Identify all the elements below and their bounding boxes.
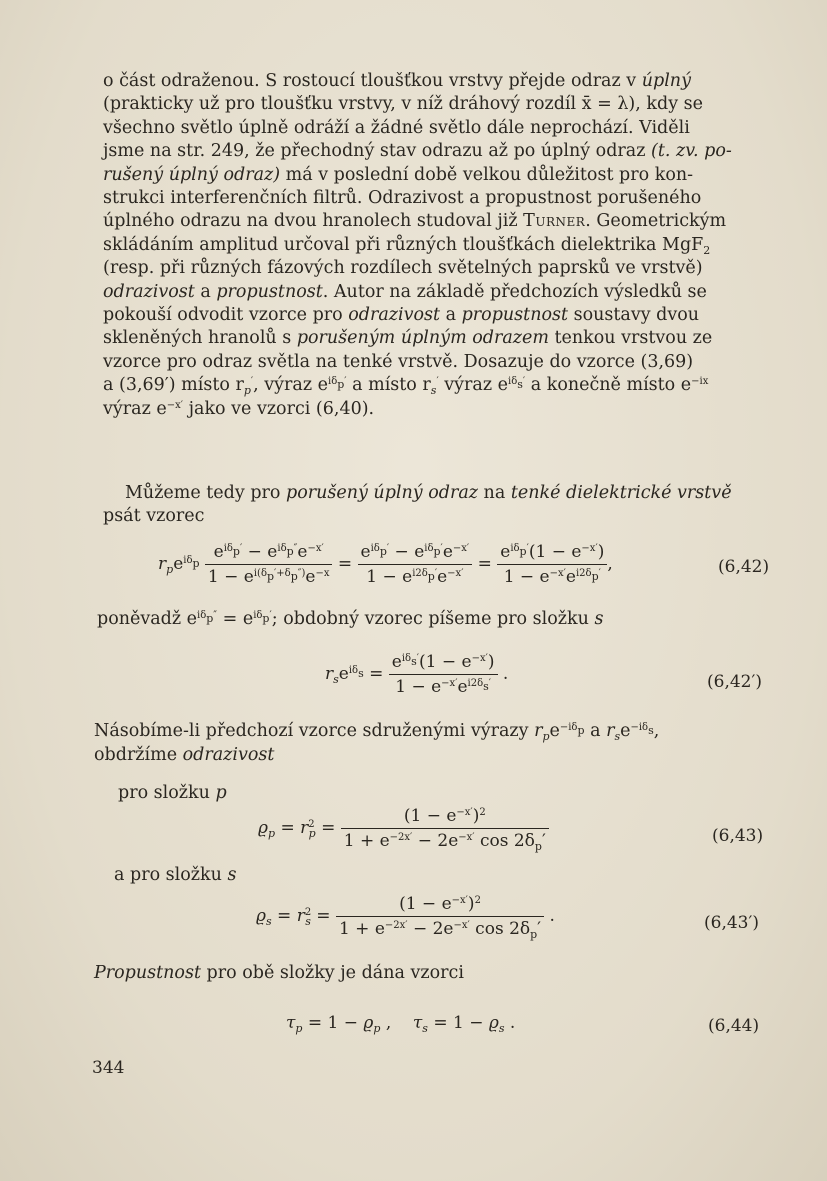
- equation-number-6-43-prime: (6,43′): [704, 913, 759, 933]
- equation-number-6-44: (6,44): [708, 1016, 760, 1036]
- equation-6-43-prime: $ϱ_s = r^2_s$ = $\frac{(1 - e^{-x'})^2}{1 + e^{-2x'} - 2e^{-x'} \cos 2\delta_p'}$ .: [256, 894, 555, 941]
- label-pro-slozku-s: a pro složku s: [114, 865, 237, 885]
- equation-number-6-42: (6,42): [718, 557, 770, 577]
- equation-6-44: $\tau_p = 1 - ϱ_p$ , $\tau_s = 1 - ϱ_s$ .: [286, 1013, 516, 1035]
- equation-number-6-43: (6,43): [712, 826, 764, 846]
- label-pro-slozku-p: pro složku p: [118, 783, 227, 803]
- text-ponevadz: poněvadž $e^{i\delta_p''} = e^{i\delta_p'}$; obdobný vzorec píšeme pro složku s: [97, 609, 604, 629]
- paragraph-main: o část odraženou. S rostoucí tloušťkou vrstvy přejde odraz v úplný (prakticky už pro tloušťku vrstvy, v níž dráhový rozdíl x̄ = λ), kdy se všechno světlo úplně odráží a žádné světlo dále neprochází. Viděli jsme na str. 249, že přechodný stav odrazu až po úplný odraz (t. zv. po- rušený úplný odraz) má v poslední době velkou důležitost pro kon- strukci interferenčních filtrů. Odrazivost a propustnost porušeného úplného odrazu na dvou hranolech studoval již Turner. Geometrickým skládáním amplitud určoval při různých tloušťkách dielektrika MgF$_2$ (resp. při různých fázových rozdílech světelných paprsků ve vrstvě) odrazivost a propustnost. Autor na základě předchozích výsledků se pokouší odvodit vzorce pro odrazivost a propustnost soustavy dvou skleněných hranolů s porušeným úplným odrazem tenkou vrstvou ze vzorce pro odraz světla na tenké vrstvě. Dosazuje do vzorce (3,69) a (3,69′) místo $r_p'$, výraz $e^{i\delta_p'}$ a místo $r_s'$ výraz $e^{i\delta_s'}$ a konečně místo $e^{-ix}$ výraz $e^{-x'}$ jako ve vzorci (6,40).: [103, 71, 732, 419]
- paragraph-intro: Můžeme tedy pro porušený úplný odraz na tenké dielektrické vrstvě psát vzorec: [103, 483, 732, 527]
- page-number: 344: [92, 1058, 125, 1078]
- equation-6-42-prime: $r_se^{i\delta_s}$ = $\frac{e^{i\delta_s'}(1 - e^{-x'})}{1 - e^{-x'}e^{i2\delta_s'}}$ .: [325, 652, 509, 697]
- equation-6-42: $r_pe^{i\delta_p}$ $\frac{e^{i\delta_p'} - e^{i\delta_p''}e^{-x'}}{1 - e^{i(\delta_p'+\delta_p'')}e^{-x}}$ = $\frac{e^{i\delta_p'} - e^{i\delta_p'}e^{-x'}}{1 - e^{i2\delta_p'}e^{-x'}}$ = $\frac{e^{i\delta_p'}(1 - e^{-x'})}{1 - e^{-x'}e^{i2\delta_p'}}$ ,: [158, 542, 613, 587]
- text-propustnost: Propustnost pro obě složky je dána vzorci: [94, 963, 464, 983]
- text-nasobime: Násobíme-li předchozí vzorce sdruženými výrazy $r_pe^{-i\delta_p}$ a $r_se^{-i\delta_s}$,: [94, 721, 660, 743]
- equation-6-43: $ϱ_p = r^2_p$ = $\frac{(1 - e^{-x'})^2}{1 + e^{-2x'} - 2e^{-x'} \cos 2\delta_p'}$: [258, 806, 549, 851]
- text-obdrzime: obdržíme odrazivost: [94, 745, 275, 765]
- equation-number-6-42-prime: (6,42′): [707, 672, 762, 692]
